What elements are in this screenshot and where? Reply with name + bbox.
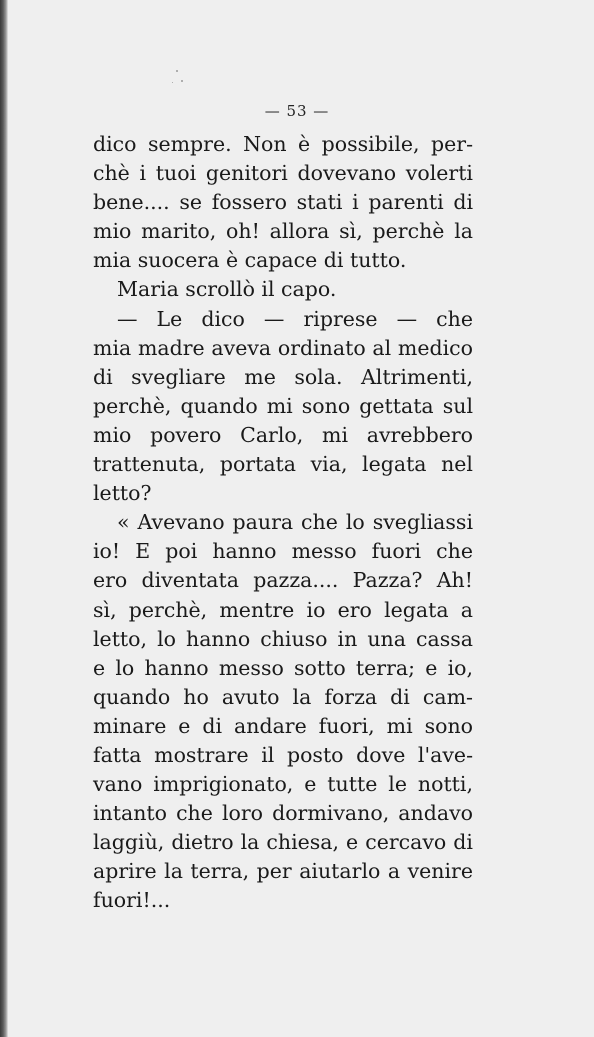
text-line: letto? <box>93 481 152 506</box>
text-line: chè i tuoi genitori dovevano volerti <box>93 161 473 186</box>
paper-speck <box>176 70 178 72</box>
body-text <box>93 130 473 916</box>
text-line: letto, lo hanno chiuso in una cassa <box>93 626 473 651</box>
paper-speck <box>172 82 173 83</box>
text-line: di svegliare me sola. Altrimenti, <box>93 364 473 389</box>
text-line: minare e di andare fuori, mi sono <box>93 713 473 738</box>
text-line: dico sempre. Non è possibile, per- <box>93 132 473 156</box>
text-line: sì, perchè, mentre io ero legata a <box>93 597 473 622</box>
text-line: mio marito, oh! allora sì, perchè la <box>93 219 473 244</box>
text-line: fuori!... <box>93 888 171 913</box>
paper-speck <box>181 80 183 82</box>
text-line: — Le dico — riprese — che <box>117 306 473 331</box>
text-line: quando ho avuto la forza di cam- <box>93 684 473 709</box>
text-line: « Avevano paura che lo svegliassi <box>117 510 473 535</box>
text-line: mio povero Carlo, mi avrebbero <box>93 422 473 447</box>
text-line: mia suocera è capace di tutto. <box>93 248 407 273</box>
text-line: laggiù, dietro la chiesa, e cercavo di <box>93 830 473 855</box>
text-line: io! E poi hanno messo fuori che <box>93 539 473 564</box>
book-spine-edge <box>0 0 8 1037</box>
text-line: mia madre aveva ordinato al medico <box>93 335 473 360</box>
text-line: e lo hanno messo sotto terra; e io, <box>93 655 473 680</box>
text-line: aprire la terra, per aiutarlo a venire <box>93 859 473 884</box>
text-line: trattenuta, portata via, legata nel <box>93 452 473 477</box>
text-line: bene.... se fossero stati i parenti di <box>93 190 473 215</box>
text-line: vano imprigionato, e tutte le notti, <box>93 772 473 797</box>
text-line: ero diventata pazza.... Pazza? Ah! <box>93 568 473 593</box>
text-line: perchè, quando mi sono gettata sul <box>93 393 473 418</box>
text-line: Maria scrollò il capo. <box>117 277 337 302</box>
text-line: intanto che loro dormivano, andavo <box>93 801 473 826</box>
page-number: — 53 — <box>264 102 330 120</box>
text-line: fatta mostrare il posto dove l'ave- <box>93 742 473 767</box>
